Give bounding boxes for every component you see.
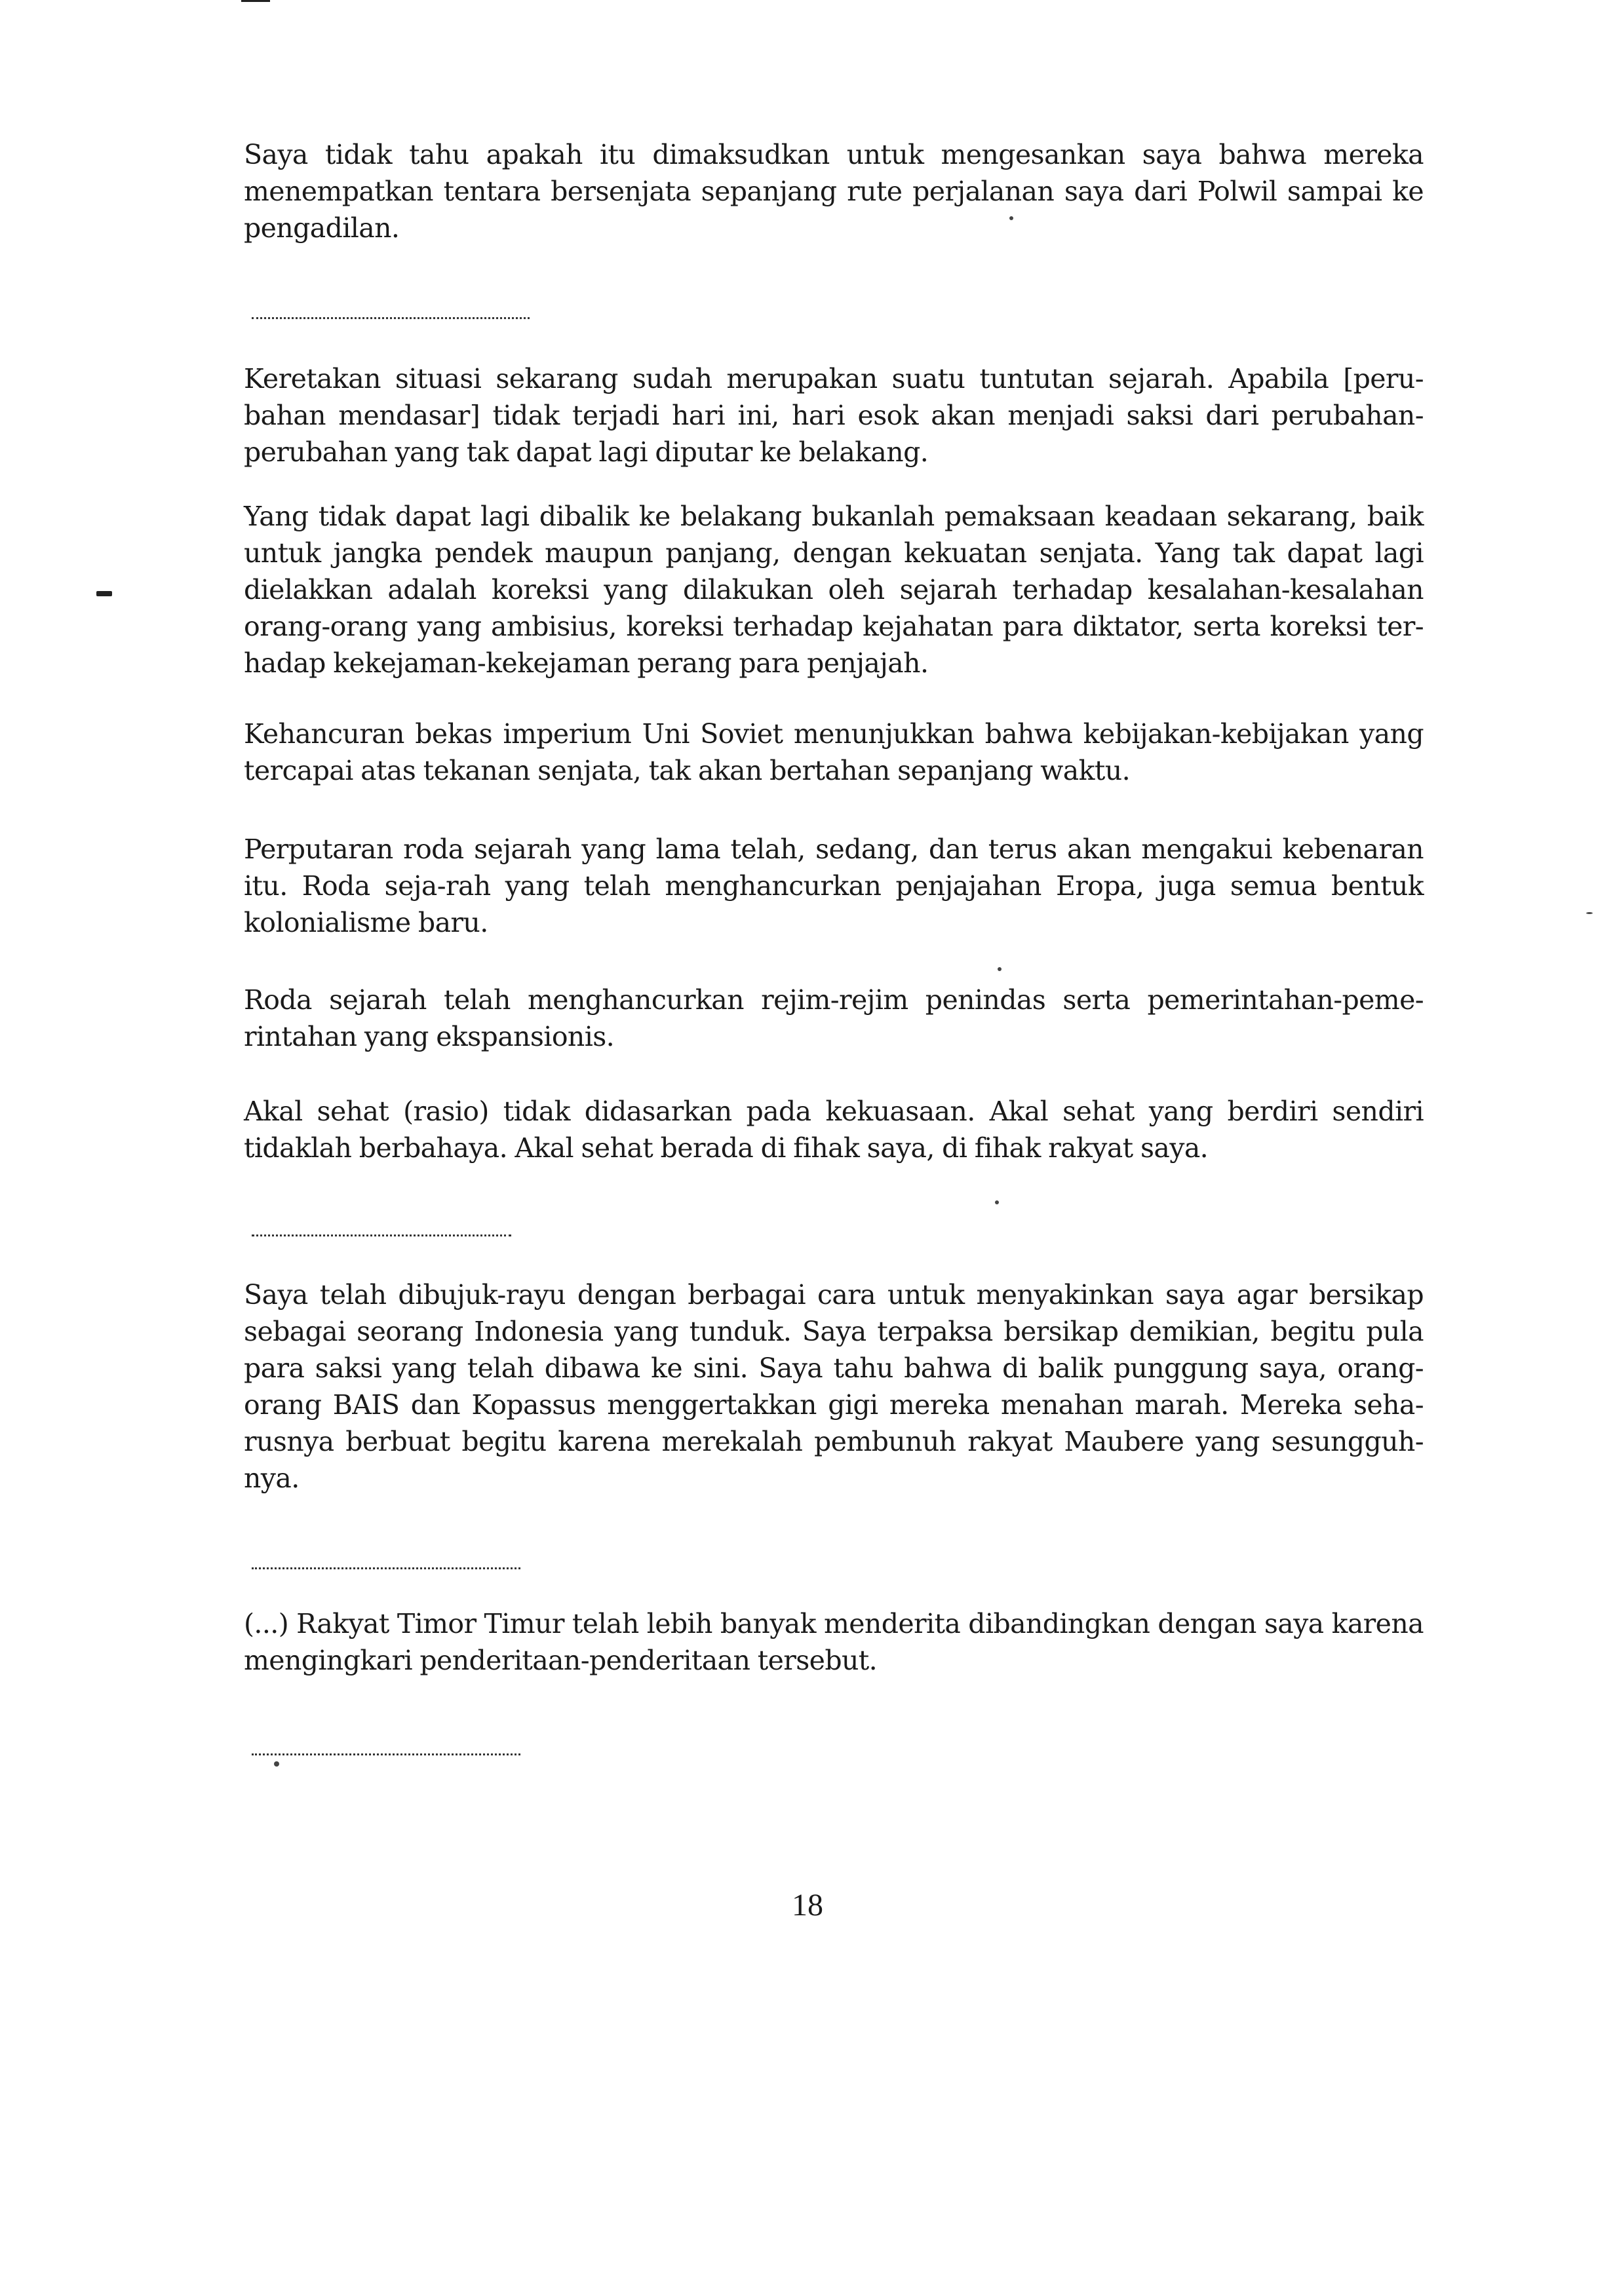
scan-edge-mark: [241, 0, 270, 2]
paragraph-9: (...) Rakyat Timor Timur telah lebih banyak menderita dibandingkan dengan saya karena mengingkari penderitaan-penderitaan tersebut.: [244, 1608, 1424, 1676]
section-divider-3: [252, 1567, 520, 1569]
scan-speck: [274, 1761, 279, 1767]
paragraph-1: Saya tidak tahu apakah itu dimaksudkan untuk mengesankan saya bahwa mereka menempatkan tentara bersenjata sepanjang rute perjalanan saya dari Polwil sampai ke pengadilan.: [244, 139, 1424, 244]
page-number: 18: [792, 1888, 823, 1923]
margin-mark: [96, 591, 112, 596]
section-divider-2: [252, 1234, 511, 1236]
scan-speck: [1586, 912, 1593, 914]
scan-speck: [998, 967, 1002, 971]
paragraph-8: Saya telah dibujuk-rayu dengan berbagai cara untuk menyakinkan saya agar bersikap sebagai seorang Indonesia yang tunduk. Saya terpaksa bersikap demikian, begitu pula para saksi yang telah dibawa ke sini. Saya tahu bahwa di balik punggung saya, orang-orang BAIS dan Kopassus menggertakkan gigi mereka menahan marah. Mereka seha-rusnya berbuat begitu karena merekalah pembunuh rakyat Maubere yang sesungguh-nya.: [244, 1279, 1424, 1494]
section-divider-1: [252, 317, 530, 319]
paragraph-6: Roda sejarah telah menghancurkan rejim-rejim penindas serta pemerintahan-peme-rintahan yang ekspansionis.: [244, 984, 1424, 1052]
section-divider-4: [252, 1753, 520, 1755]
paragraph-4: Kehancuran bekas imperium Uni Soviet menunjukkan bahwa kebijakan-kebijakan yang tercapai atas tekanan senjata, tak akan bertahan sepanjang waktu.: [244, 718, 1424, 786]
paragraph-2: Keretakan situasi sekarang sudah merupakan suatu tuntutan sejarah. Apabila [peru-bahan mendasar] tidak terjadi hari ini, hari esok akan menjadi saksi dari perubahan-perubahan yang tak dapat lagi diputar ke belakang.: [244, 363, 1424, 468]
paragraph-3: Yang tidak dapat lagi dibalik ke belakang bukanlah pemaksaan keadaan sekarang, baik untuk jangka pendek maupun panjang, dengan kekuatan senjata. Yang tak dapat lagi dielakkan adalah koreksi yang dilakukan oleh sejarah terhadap kesalahan-kesalahan orang-orang yang ambisius, koreksi terhadap kejahatan para diktator, serta koreksi ter-hadap kekejaman-kekejaman perang para penjajah.: [244, 501, 1424, 679]
paragraph-7: Akal sehat (rasio) tidak didasarkan pada kekuasaan. Akal sehat yang berdiri sendiri tidaklah berbahaya. Akal sehat berada di fihak saya, di fihak rakyat saya.: [244, 1096, 1424, 1164]
scan-speck: [995, 1200, 999, 1204]
paragraph-5: Perputaran roda sejarah yang lama telah, sedang, dan terus akan mengakui kebenaran itu. Roda seja-rah yang telah menghancurkan penjajahan Eropa, juga semua bentuk kolonialisme baru.: [244, 833, 1424, 938]
